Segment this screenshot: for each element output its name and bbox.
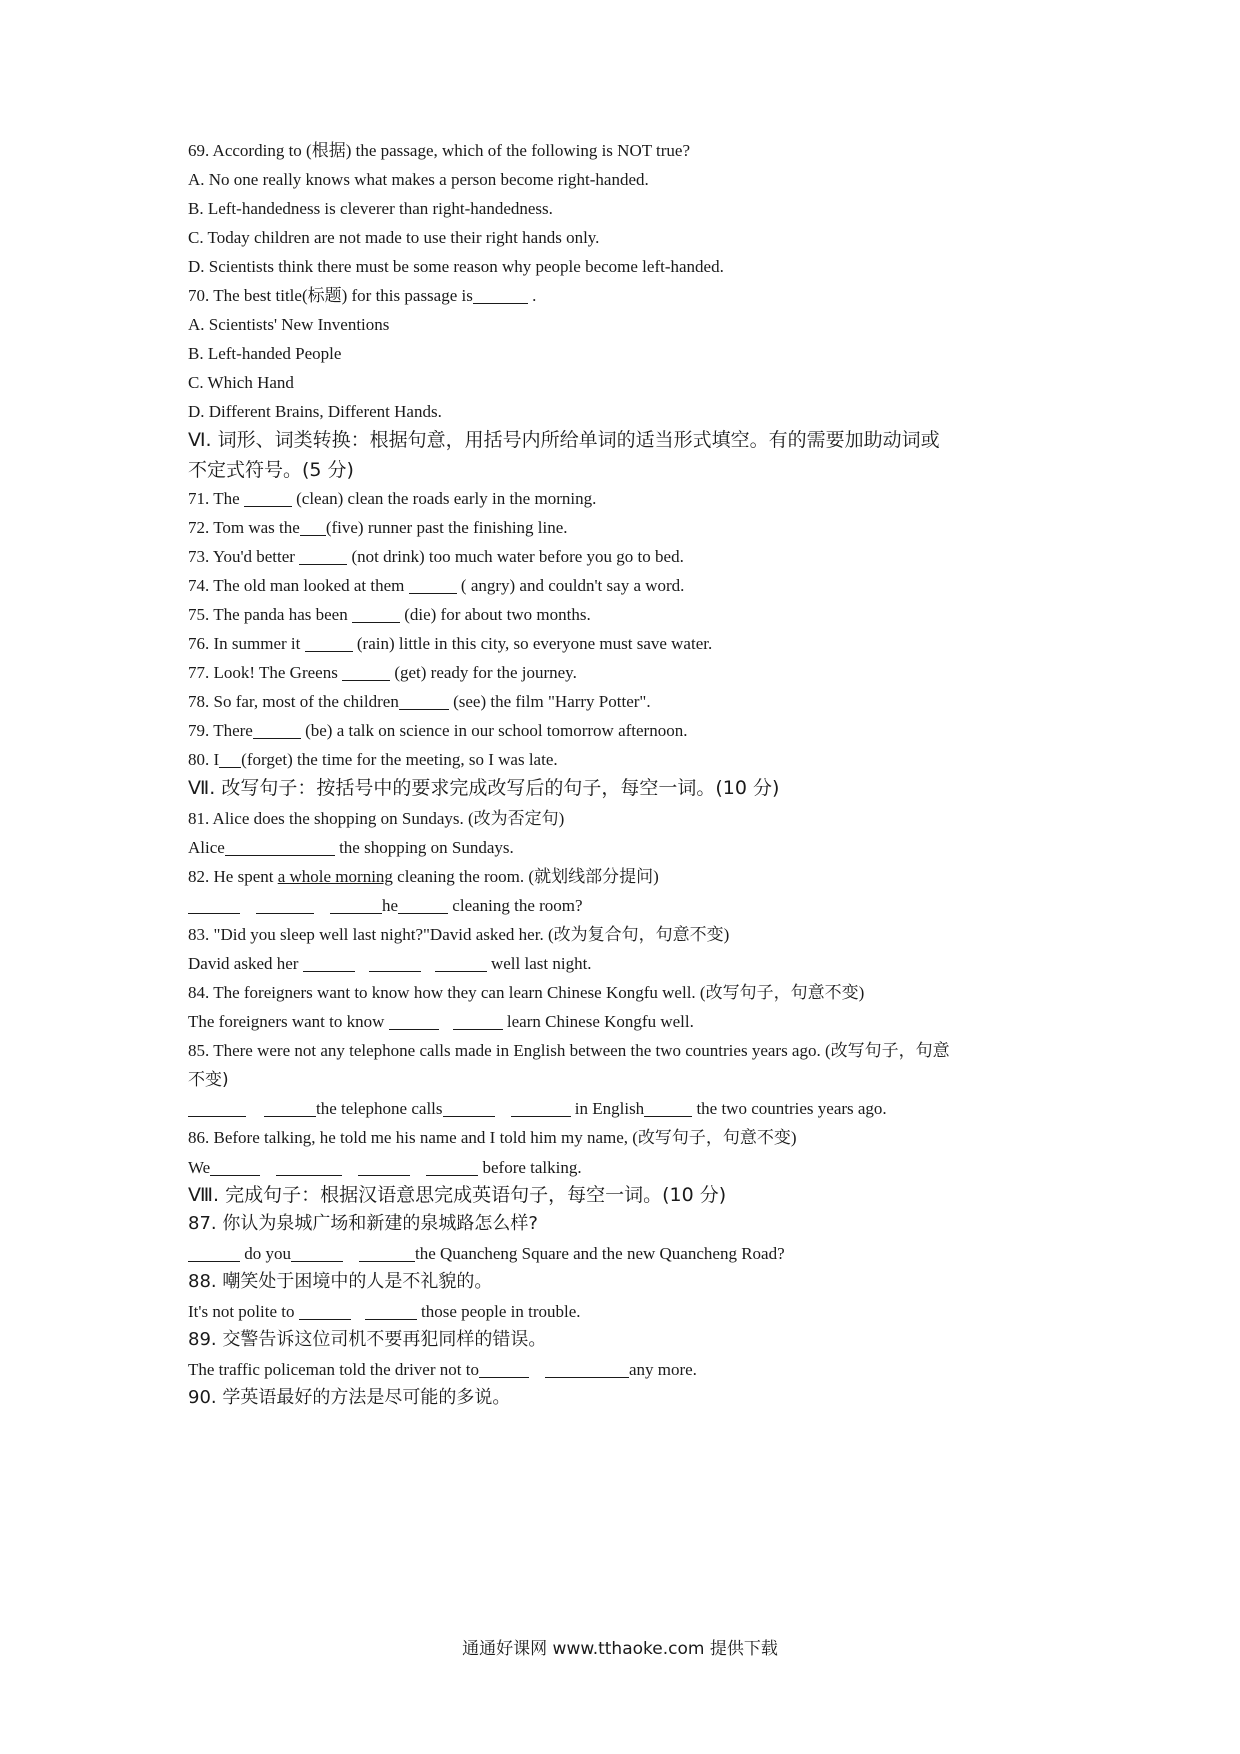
q85-text-cont: 不变) bbox=[188, 1070, 229, 1090]
blank bbox=[359, 1245, 415, 1262]
q81-post: the shopping on Sundays. bbox=[334, 838, 514, 857]
q80-pre: 80. I bbox=[188, 750, 220, 769]
q69d-text: D. Scientists think there must be some reason why people become left-handed. bbox=[188, 257, 724, 276]
blank bbox=[188, 1245, 240, 1262]
q75-pre: 75. The panda has been bbox=[188, 605, 352, 624]
question-75 bbox=[188, 604, 1068, 626]
q69-option-a bbox=[188, 169, 1068, 191]
section-7-title: Ⅶ. 改写句子：按括号中的要求完成改写后的句子，每空一词。(10 分) bbox=[188, 777, 780, 799]
q84-post: learn Chinese Kongfu well. bbox=[502, 1012, 694, 1031]
q70d-text: D. Different Brains, Different Hands. bbox=[188, 402, 442, 421]
q79-pre: 79. There bbox=[188, 721, 253, 740]
section-6-line1: Ⅵ. 词形、词类转换：根据句意，用括号内所给单词的适当形式填空。有的需要加助动词或 bbox=[188, 429, 940, 451]
q81-answer bbox=[188, 837, 1068, 859]
blank bbox=[188, 897, 240, 914]
q82-end: cleaning the room? bbox=[448, 896, 583, 915]
q76-pre: 76. In summer it bbox=[188, 634, 305, 653]
section-6-line2: 不定式符号。(5 分) bbox=[188, 459, 354, 481]
q86-pre: We bbox=[188, 1158, 211, 1177]
blank bbox=[244, 490, 292, 507]
blank bbox=[188, 1100, 246, 1117]
q78-post: (see) the film "Harry Potter". bbox=[448, 692, 651, 711]
q69-option-d bbox=[188, 256, 1068, 278]
blank bbox=[358, 1159, 410, 1176]
blank bbox=[369, 955, 421, 972]
q84-pre: The foreigners want to know bbox=[188, 1012, 389, 1031]
footer-download-note: 通通好课网 www.tthaoke.com 提供下载 bbox=[462, 1639, 778, 1659]
q72-pre: 72. Tom was the bbox=[188, 518, 300, 537]
q69a-text: A. No one really knows what makes a person become right-handed. bbox=[188, 170, 649, 189]
blank bbox=[644, 1100, 692, 1117]
q85-post: the two countries years ago. bbox=[692, 1099, 887, 1118]
question-80 bbox=[188, 749, 1068, 771]
q86-post: before talking. bbox=[478, 1158, 582, 1177]
q77-pre: 77. Look! The Greens bbox=[188, 663, 343, 682]
q79-post: (be) a talk on science in our school tomorrow afternoon. bbox=[300, 721, 688, 740]
q83-answer bbox=[188, 953, 1068, 975]
blank bbox=[409, 577, 457, 594]
q69-option-c bbox=[188, 227, 1068, 249]
blank bbox=[342, 664, 390, 681]
question-85 bbox=[188, 1040, 1068, 1062]
q73-post: (not drink) too much water before you go to bed. bbox=[347, 547, 684, 566]
section-8-title: Ⅷ. 完成句子：根据汉语意思完成英语句子，每空一词。(10 分) bbox=[188, 1184, 727, 1206]
question-88 bbox=[188, 1271, 1068, 1293]
question-77 bbox=[188, 662, 1068, 684]
q69b-text: B. Left-handedness is cleverer than right-handedness. bbox=[188, 199, 553, 218]
question-72 bbox=[188, 517, 1068, 539]
q87-pre: do you bbox=[240, 1244, 291, 1263]
blank bbox=[253, 722, 301, 739]
question-79 bbox=[188, 720, 1068, 742]
q89-post: any more. bbox=[628, 1360, 697, 1379]
blank bbox=[398, 897, 448, 914]
blank bbox=[291, 1245, 343, 1262]
blank bbox=[219, 751, 241, 768]
blank bbox=[473, 287, 528, 304]
q85-answer bbox=[188, 1098, 1068, 1120]
q87-text: 87. 你认为泉城广场和新建的泉城路怎么样? bbox=[188, 1213, 538, 1234]
q82-answer bbox=[188, 895, 1068, 917]
q75-post: (die) for about two months. bbox=[399, 605, 591, 624]
section-7-heading bbox=[188, 777, 1068, 799]
q70-option-a bbox=[188, 314, 1068, 336]
q69-text: 69. According to (根据) the passage, which of the following is NOT true? bbox=[188, 141, 691, 160]
blank bbox=[399, 693, 449, 710]
blank bbox=[305, 635, 353, 652]
blank bbox=[426, 1159, 478, 1176]
q70a-text: A. Scientists' New Inventions bbox=[188, 315, 390, 334]
q71-pre: 71. The bbox=[188, 489, 244, 508]
q86-answer bbox=[188, 1157, 1068, 1179]
blank bbox=[443, 1100, 495, 1117]
blank bbox=[330, 897, 382, 914]
q70-option-b bbox=[188, 343, 1068, 365]
q89-text: 89. 交警告诉这位司机不要再犯同样的错误。 bbox=[188, 1329, 547, 1350]
q83-text: 83. "Did you sleep well last night?"David asked her. (改为复合句，句意不变) bbox=[188, 925, 730, 944]
question-87 bbox=[188, 1213, 1068, 1235]
q69-option-b bbox=[188, 198, 1068, 220]
section-6-heading bbox=[188, 429, 1068, 451]
q85-mid: the telephone calls bbox=[316, 1099, 443, 1118]
question-86 bbox=[188, 1127, 1068, 1149]
question-85-cont bbox=[188, 1069, 1068, 1091]
q71-post: (clean) clean the roads early in the morning. bbox=[291, 489, 597, 508]
q90-text: 90. 学英语最好的方法是尽可能的多说。 bbox=[188, 1387, 511, 1408]
q70-option-d bbox=[188, 401, 1068, 423]
q82-underlined: a whole morning bbox=[277, 867, 393, 886]
q70-text: 70. The best title(标题) for this passage is bbox=[188, 286, 473, 305]
q85-mid2: in English bbox=[570, 1099, 645, 1118]
blank bbox=[453, 1013, 503, 1030]
blank bbox=[435, 955, 487, 972]
q88-text: 88. 嘲笑处于困境中的人是不礼貌的。 bbox=[188, 1271, 493, 1292]
blank bbox=[256, 897, 314, 914]
q74-pre: 74. The old man looked at them bbox=[188, 576, 409, 595]
question-73 bbox=[188, 546, 1068, 568]
blank bbox=[210, 1159, 260, 1176]
q82-post: cleaning the room. (就划线部分提问) bbox=[392, 867, 659, 886]
q87-post: the Quancheng Square and the new Quancheng Road? bbox=[415, 1244, 785, 1263]
section-6-heading-cont bbox=[188, 459, 1068, 481]
q83-post: well last night. bbox=[486, 954, 592, 973]
blank bbox=[479, 1361, 529, 1378]
q84-answer bbox=[188, 1011, 1068, 1033]
q88-answer bbox=[188, 1301, 1068, 1323]
question-70 bbox=[188, 285, 1068, 307]
question-81 bbox=[188, 808, 1068, 830]
q89-pre: The traffic policeman told the driver not to bbox=[188, 1360, 479, 1379]
blank bbox=[545, 1361, 629, 1378]
q70-end: . bbox=[527, 286, 537, 305]
q83-pre: David asked her bbox=[188, 954, 303, 973]
q69c-text: C. Today children are not made to use their right hands only. bbox=[188, 228, 600, 247]
blank bbox=[264, 1100, 316, 1117]
blank bbox=[365, 1303, 417, 1320]
blank bbox=[511, 1100, 571, 1117]
question-71 bbox=[188, 488, 1068, 510]
q81-pre: Alice bbox=[188, 838, 225, 857]
question-74 bbox=[188, 575, 1068, 597]
q78-pre: 78. So far, most of the children bbox=[188, 692, 399, 711]
q84-text: 84. The foreigners want to know how they can learn Chinese Kongfu well. (改写句子，句意不变) bbox=[188, 983, 865, 1002]
blank bbox=[352, 606, 400, 623]
q81-text: 81. Alice does the shopping on Sundays. (改为否定句) bbox=[188, 809, 565, 828]
blank bbox=[225, 839, 335, 856]
q70-option-c bbox=[188, 372, 1068, 394]
q73-pre: 73. You'd better bbox=[188, 547, 300, 566]
q82-pre: 82. He spent bbox=[188, 867, 278, 886]
question-89 bbox=[188, 1329, 1068, 1351]
blank bbox=[303, 955, 355, 972]
blank bbox=[276, 1159, 342, 1176]
q82-he: he bbox=[382, 896, 399, 915]
q76-post: (rain) little in this city, so everyone must save water. bbox=[352, 634, 713, 653]
question-84 bbox=[188, 982, 1068, 1004]
q89-answer bbox=[188, 1359, 1068, 1381]
blank bbox=[299, 1303, 351, 1320]
q80-post: (forget) the time for the meeting, so I was late. bbox=[241, 750, 558, 769]
question-78 bbox=[188, 691, 1068, 713]
q85-text: 85. There were not any telephone calls made in English between the two countries years ago. (改写句子，句意 bbox=[188, 1041, 950, 1060]
q74-post: ( angry) and couldn't say a word. bbox=[456, 576, 685, 595]
blank bbox=[389, 1013, 439, 1030]
question-69 bbox=[188, 140, 1068, 162]
q77-post: (get) ready for the journey. bbox=[390, 663, 577, 682]
q70b-text: B. Left-handed People bbox=[188, 344, 342, 363]
section-8-heading bbox=[188, 1184, 1068, 1206]
q86-text: 86. Before talking, he told me his name and I told him my name, (改写句子，句意不变) bbox=[188, 1128, 797, 1147]
question-82 bbox=[188, 866, 1068, 888]
q88-pre: It's not polite to bbox=[188, 1302, 299, 1321]
blank bbox=[299, 548, 347, 565]
question-90 bbox=[188, 1387, 1068, 1409]
blank bbox=[300, 519, 326, 536]
q70c-text: C. Which Hand bbox=[188, 373, 294, 392]
q88-post: those people in trouble. bbox=[416, 1302, 581, 1321]
q72-post: (five) runner past the finishing line. bbox=[325, 518, 568, 537]
question-76 bbox=[188, 633, 1068, 655]
question-83 bbox=[188, 924, 1068, 946]
q87-answer bbox=[188, 1243, 1068, 1265]
